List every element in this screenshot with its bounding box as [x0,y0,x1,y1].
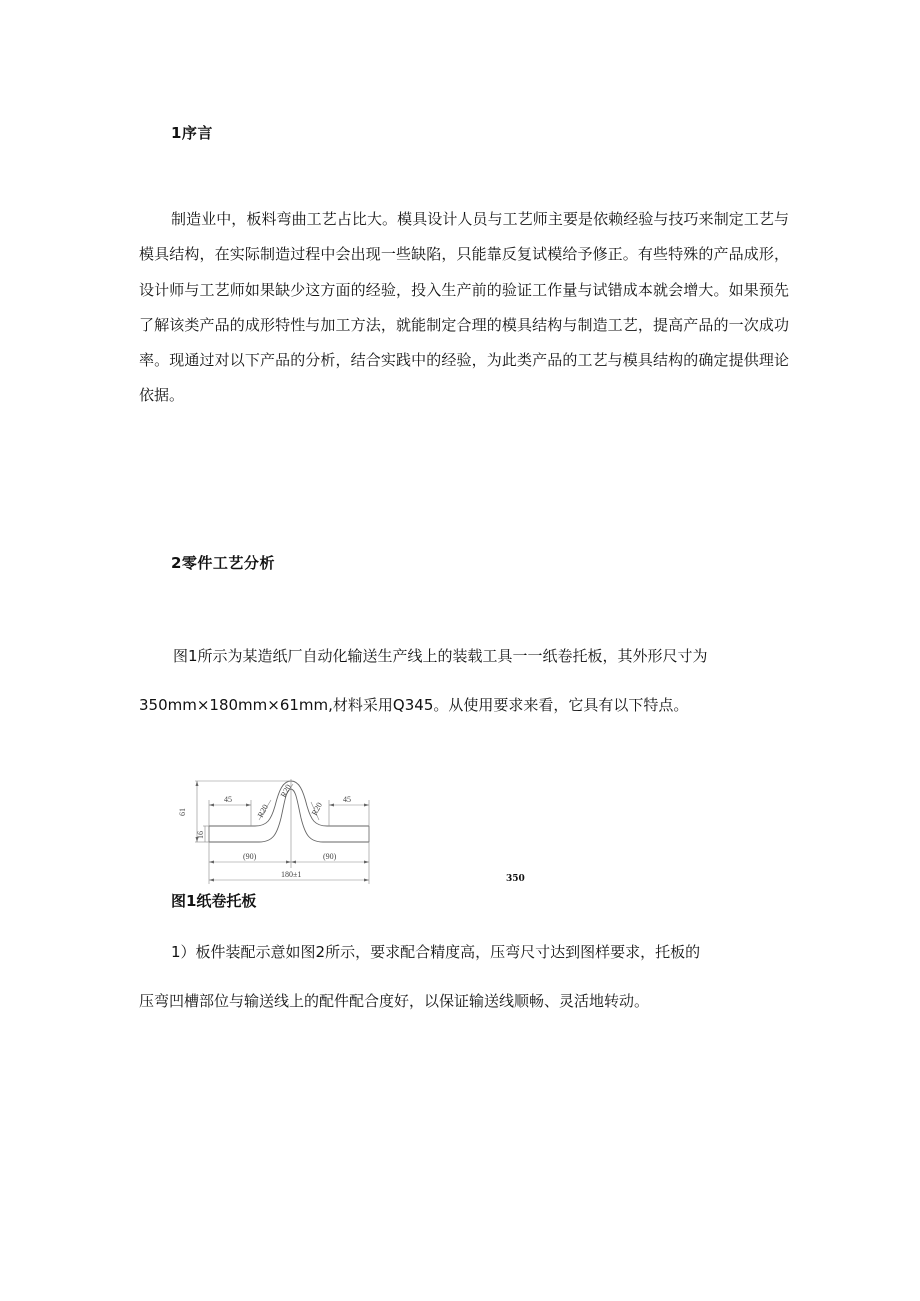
pallet-profile-drawing [173,776,378,888]
analysis-line-1: 图1所示为某造纸厂自动化输送生产线上的装载工具一一纸卷托板，其外形尺寸为 [173,647,708,665]
intro-paragraph: 制造业中，板料弯曲工艺占比大。模具设计人员与工艺师主要是依赖经验与技巧来制定工艺与模具结构，在实际制造过程中会出现一些缺陷，只能靠反复试模给予修正。有些特殊的产品成形，设计师与工艺师如果缺少这方面的经验，投入生产前的验证工作量与试错成本就会增大。如果预先了解该类产品的成形特性与加工方法，就能制定合理的模具结构与制造工艺，提高产品的一次成功率。现通过对以下产品的分析，结合实践中的经验，为此类产品的工艺与模具结构的确定提供理论依据。 [139,210,789,405]
dim-flat-left-label: 45 [224,795,232,804]
analysis-line-2: 350mm×180mm×61mm,材料采用Q345。从使用要求来看，它具有以下特点。 [139,696,689,714]
dim-height-label: 61 [178,808,187,816]
figure-1-drawing [173,776,378,888]
figure-1-caption: 图1纸卷托板 [171,892,257,910]
dim-half-right-label: (90) [323,852,337,861]
section-heading-intro: 1序言 [171,124,213,142]
dim-flat-right-label: 45 [343,795,351,804]
point-1-line-2: 压弯凹槽部位与输送线上的配件配合度好，以保证输送线顺畅、灵活地转动。 [139,992,650,1010]
dim-thickness-label: 16 [196,831,205,839]
figure-side-label: 350 [506,874,525,884]
point-1-line-1: 1）板件装配示意如图2所示，要求配合精度高，压弯尺寸达到图样要求，托板的 [171,943,701,961]
section-heading-analysis: 2零件工艺分析 [171,554,275,572]
dim-total-label: 180±1 [281,870,302,879]
dim-radius-left-label: R20 [255,802,271,819]
dim-half-left-label: (90) [243,852,257,861]
dim-radius-top-label: R20 [278,782,294,799]
dim-radius-right-label: R20 [309,800,325,817]
